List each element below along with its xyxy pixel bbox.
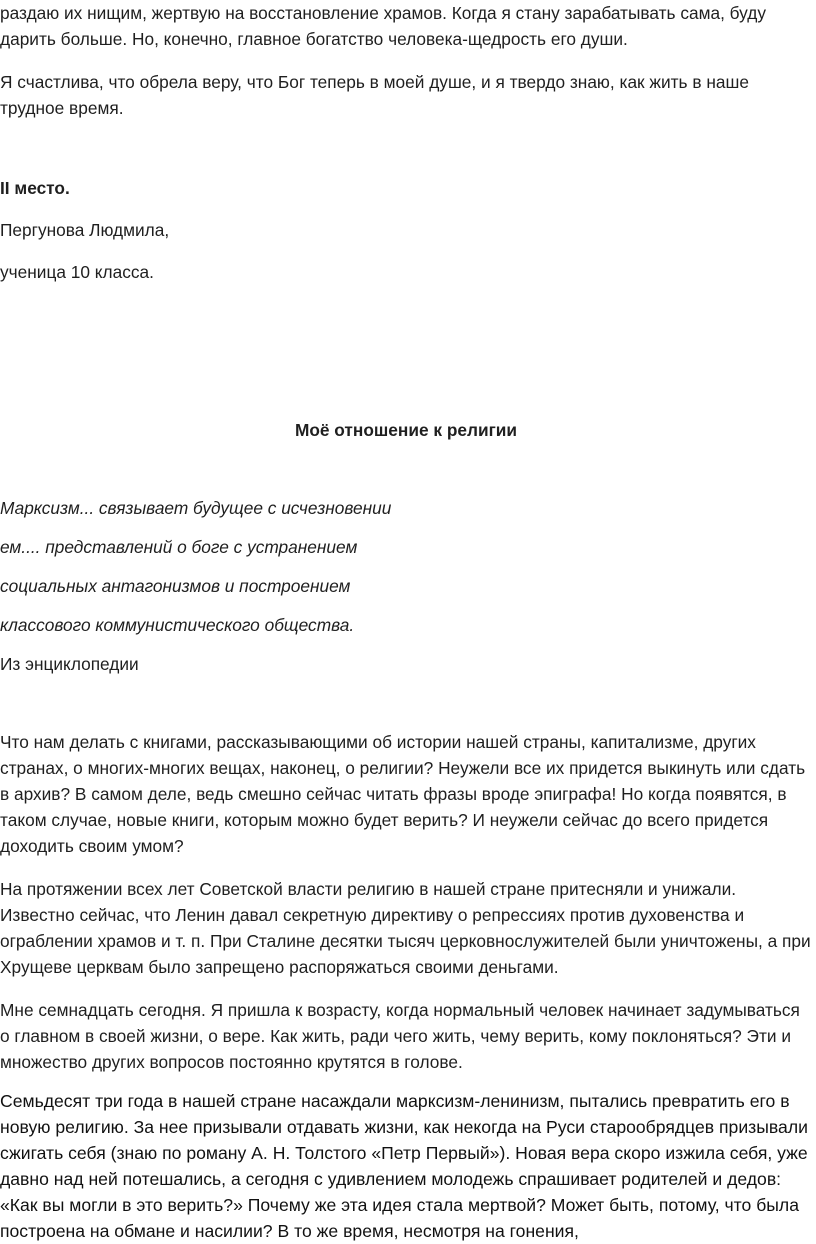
author-name: Пергунова Людмила, — [0, 220, 170, 240]
epigraph-source: Из энциклопедии — [0, 654, 139, 674]
epigraph — [0, 495, 812, 677]
epigraph-line: социальных антагонизмов и построением — [0, 576, 351, 596]
place-heading: II место. — [0, 178, 70, 198]
essay-title: Моё отношение к религии — [294, 420, 518, 440]
author-class: ученица 10 класса. — [0, 262, 154, 282]
intro-paragraph-1: раздаю их нищим, жертвую на восстановление храмов. Когда я стану зарабатывать сама, буду дарить больше. Но, конечно, главное богатство человека-щедрость его души. — [0, 3, 766, 49]
body-paragraph-3: Мне семнадцать сегодня. Я пришла к возрасту, когда нормальный человек начинает задумываться о главном в своей жизни, о вере. Как жить, ради чего жить, чему верить, кому поклоняться? Эти и множество других вопросов постоянно крутятся в голове. — [0, 1000, 800, 1072]
body-paragraph-1: Что нам делать с книгами, рассказывающими об истории нашей страны, капитализме, других странах, о многих-многих вещах, наконец, о религии? Неужели все их придется выкинуть или сдать в архив? В самом деле, ведь смешно сейчас читать фразы вроде эпиграфа! Но когда появятся, в таком случае, новые книги, которым можно будет верить? И неужели сейчас до всего придется доходить своим умом? — [0, 732, 806, 856]
epigraph-line: классового коммунистического общества. — [0, 615, 355, 635]
epigraph-line: Марксизм... связывает будущее с исчезновении — [0, 498, 392, 518]
body-paragraph-2: На протяжении всех лет Советской власти религию в нашей стране притесняли и унижали. Известно сейчас, что Ленин давал секретную директиву о репрессиях против духовенства и ограблении храмов и т. п. При Сталине десятки тысяч церковнослужителей были уничтожены, а при Хрущеве церквам было запрещено распоряжаться своими деньгами. — [0, 879, 811, 977]
epigraph-line: ем.... представлений о боге с устранением — [0, 537, 358, 557]
intro-paragraph-2: Я счастлива, что обрела веру, что Бог теперь в моей душе, и я твердо знаю, как жить в наше трудное время. — [0, 72, 749, 118]
body-paragraph-4: Семьдесят три года в нашей стране насаждали марксизм-ленинизм, пытались превратить его в новую религию. За нее призывали отдавать жизни, как некогда на Руси старообрядцев призывали сжигать себя (знаю по роману А. Н. Толстого «Петр Первый»). Новая вера скоро изжила себя, уже давно над ней потешались, а сегодня с удивлением молодежь спрашивает родителей и дедов: «Как вы могли в это верить?» Почему же эта идея стала мертвой? Может быть, потому, что была построена на обмане и насилии? В то же время, несмотря на гонения, — [0, 1091, 808, 1241]
